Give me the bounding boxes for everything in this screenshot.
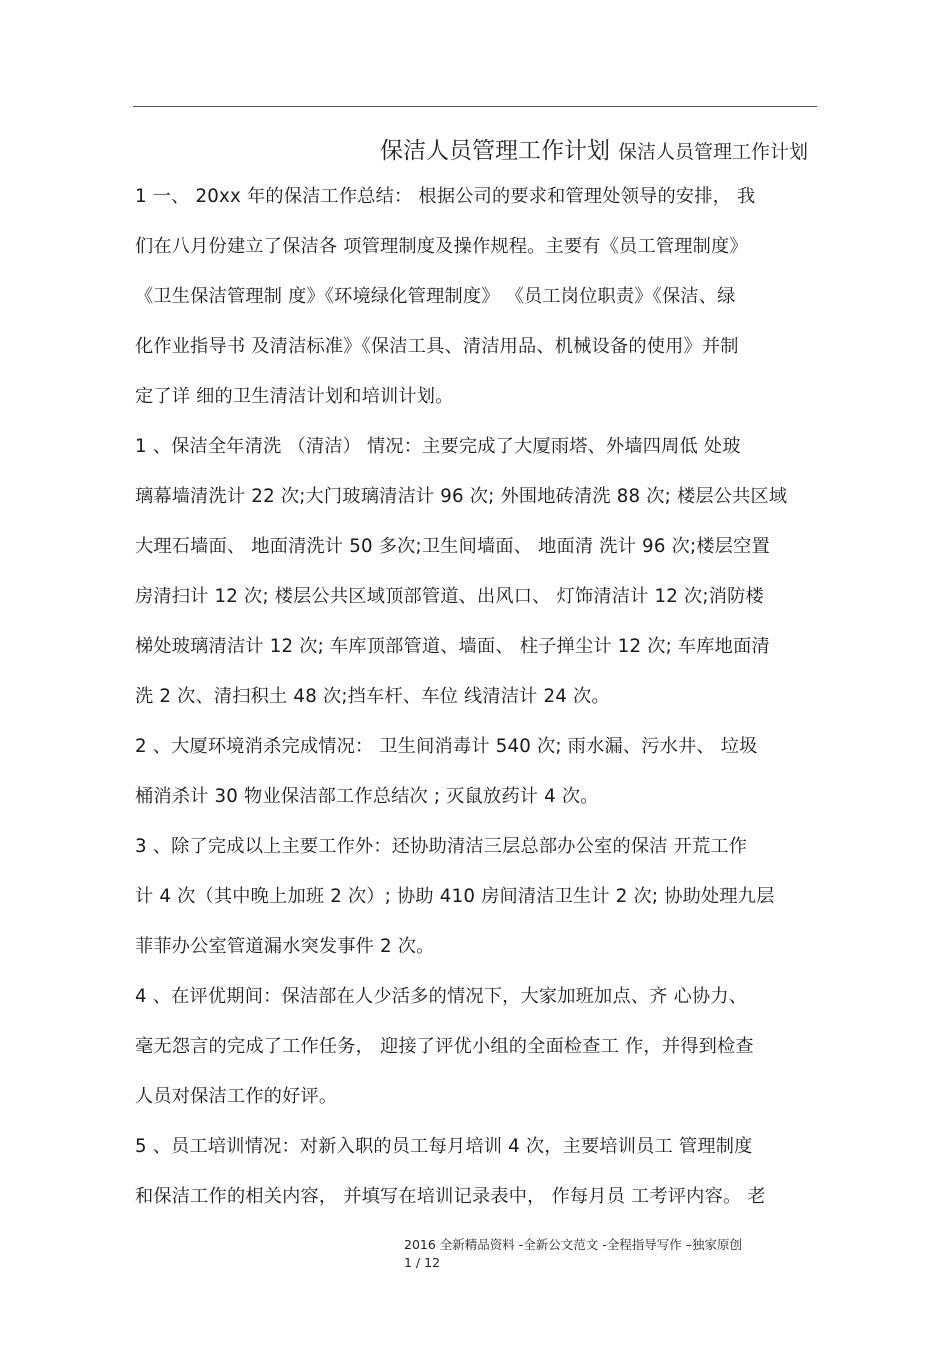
- document-title: [0, 132, 808, 165]
- title-subtitle: 保洁人员管理工作计划: [617, 141, 808, 163]
- title-main: 保洁人员管理工作计划: [379, 138, 610, 164]
- page-number: 1 / 12: [404, 1255, 441, 1270]
- body-line: 人员对保洁工作的好评。: [135, 1086, 338, 1107]
- body-line: 毫无怨言的完成了工作任务， 迎接了评优小组的全面检查工 作，并得到检查: [135, 1036, 754, 1057]
- body-line: 1 一、 20xx 年的保洁工作总结： 根据公司的要求和管理处领导的安排， 我: [135, 186, 756, 207]
- body-line: 5 、员工培训情况：对新入职的员工每月培训 4 次，主要培训员工 管理制度: [135, 1136, 753, 1157]
- body-line: 2 、大厦环境消杀完成情况： 卫生间消毒计 540 次; 雨水漏、污水井、 垃圾: [135, 736, 758, 757]
- body-line: 洗 2 次、清扫积土 48 次;挡车杆、车位 线清洁计 24 次。: [135, 686, 610, 707]
- body-line: 1 、保洁全年清洗 （清洁） 情况：主要完成了大厦雨塔、外墙四周低 处玻: [135, 436, 741, 457]
- header-rule: [133, 106, 817, 107]
- page-footer: [404, 1236, 742, 1272]
- body-line: 和保洁工作的相关内容， 并填写在培训记录表中， 作每月员 工考评内容。 老: [135, 1186, 766, 1207]
- body-line: 4 、在评优期间：保洁部在人少活多的情况下，大家加班加点、齐 心协力、: [135, 986, 748, 1007]
- body-line: 3 、除了完成以上主要工作外：还协助清洁三层总部办公室的保洁 开荒工作: [135, 836, 748, 857]
- body-line: 房清扫计 12 次; 楼层公共区域顶部管道、出风口、 灯饰清洁计 12 次;消防楼: [135, 586, 764, 607]
- body-line: 们在八月份建立了保洁各 项管理制度及操作规程。主要有《员工管理制度》: [135, 236, 748, 257]
- body-line: 定了详 细的卫生清洁计划和培训计划。: [135, 386, 454, 407]
- body-line: 梯处玻璃清洁计 12 次; 车库顶部管道、墙面、 柱子掸尘计 12 次; 车库地面清: [135, 636, 770, 657]
- body-line: 《卫生保洁管理制 度》《环境绿化管理制度》 《员工岗位职责》《保洁、绿: [135, 286, 736, 307]
- document-body: [135, 172, 815, 1222]
- body-line: 大理石墙面、 地面清洗计 50 多次;卫生间墙面、 地面清 洗计 96 次;楼层空置: [135, 536, 770, 557]
- body-line: 璃幕墙清洗计 22 次;大门玻璃清洁计 96 次; 外围地砖清洗 88 次; 楼层公共区域: [135, 486, 788, 507]
- footer-tagline: 2016 全新精品资料 -全新公文范文 -全程指导写作 –独家原创: [404, 1237, 742, 1252]
- body-line: 菲菲办公室管道漏水突发事件 2 次。: [135, 936, 435, 957]
- body-line: 桶消杀计 30 物业保洁部工作总结次 ; 灭鼠放药计 4 次。: [135, 786, 599, 807]
- body-line: 化作业指导书 及清洁标准》《保洁工具、清洁用品、机械设备的使用》并制: [135, 336, 739, 357]
- body-line: 计 4 次（其中晚上加班 2 次）; 协助 410 房间清洁卫生计 2 次; 协助处理九层: [135, 886, 775, 907]
